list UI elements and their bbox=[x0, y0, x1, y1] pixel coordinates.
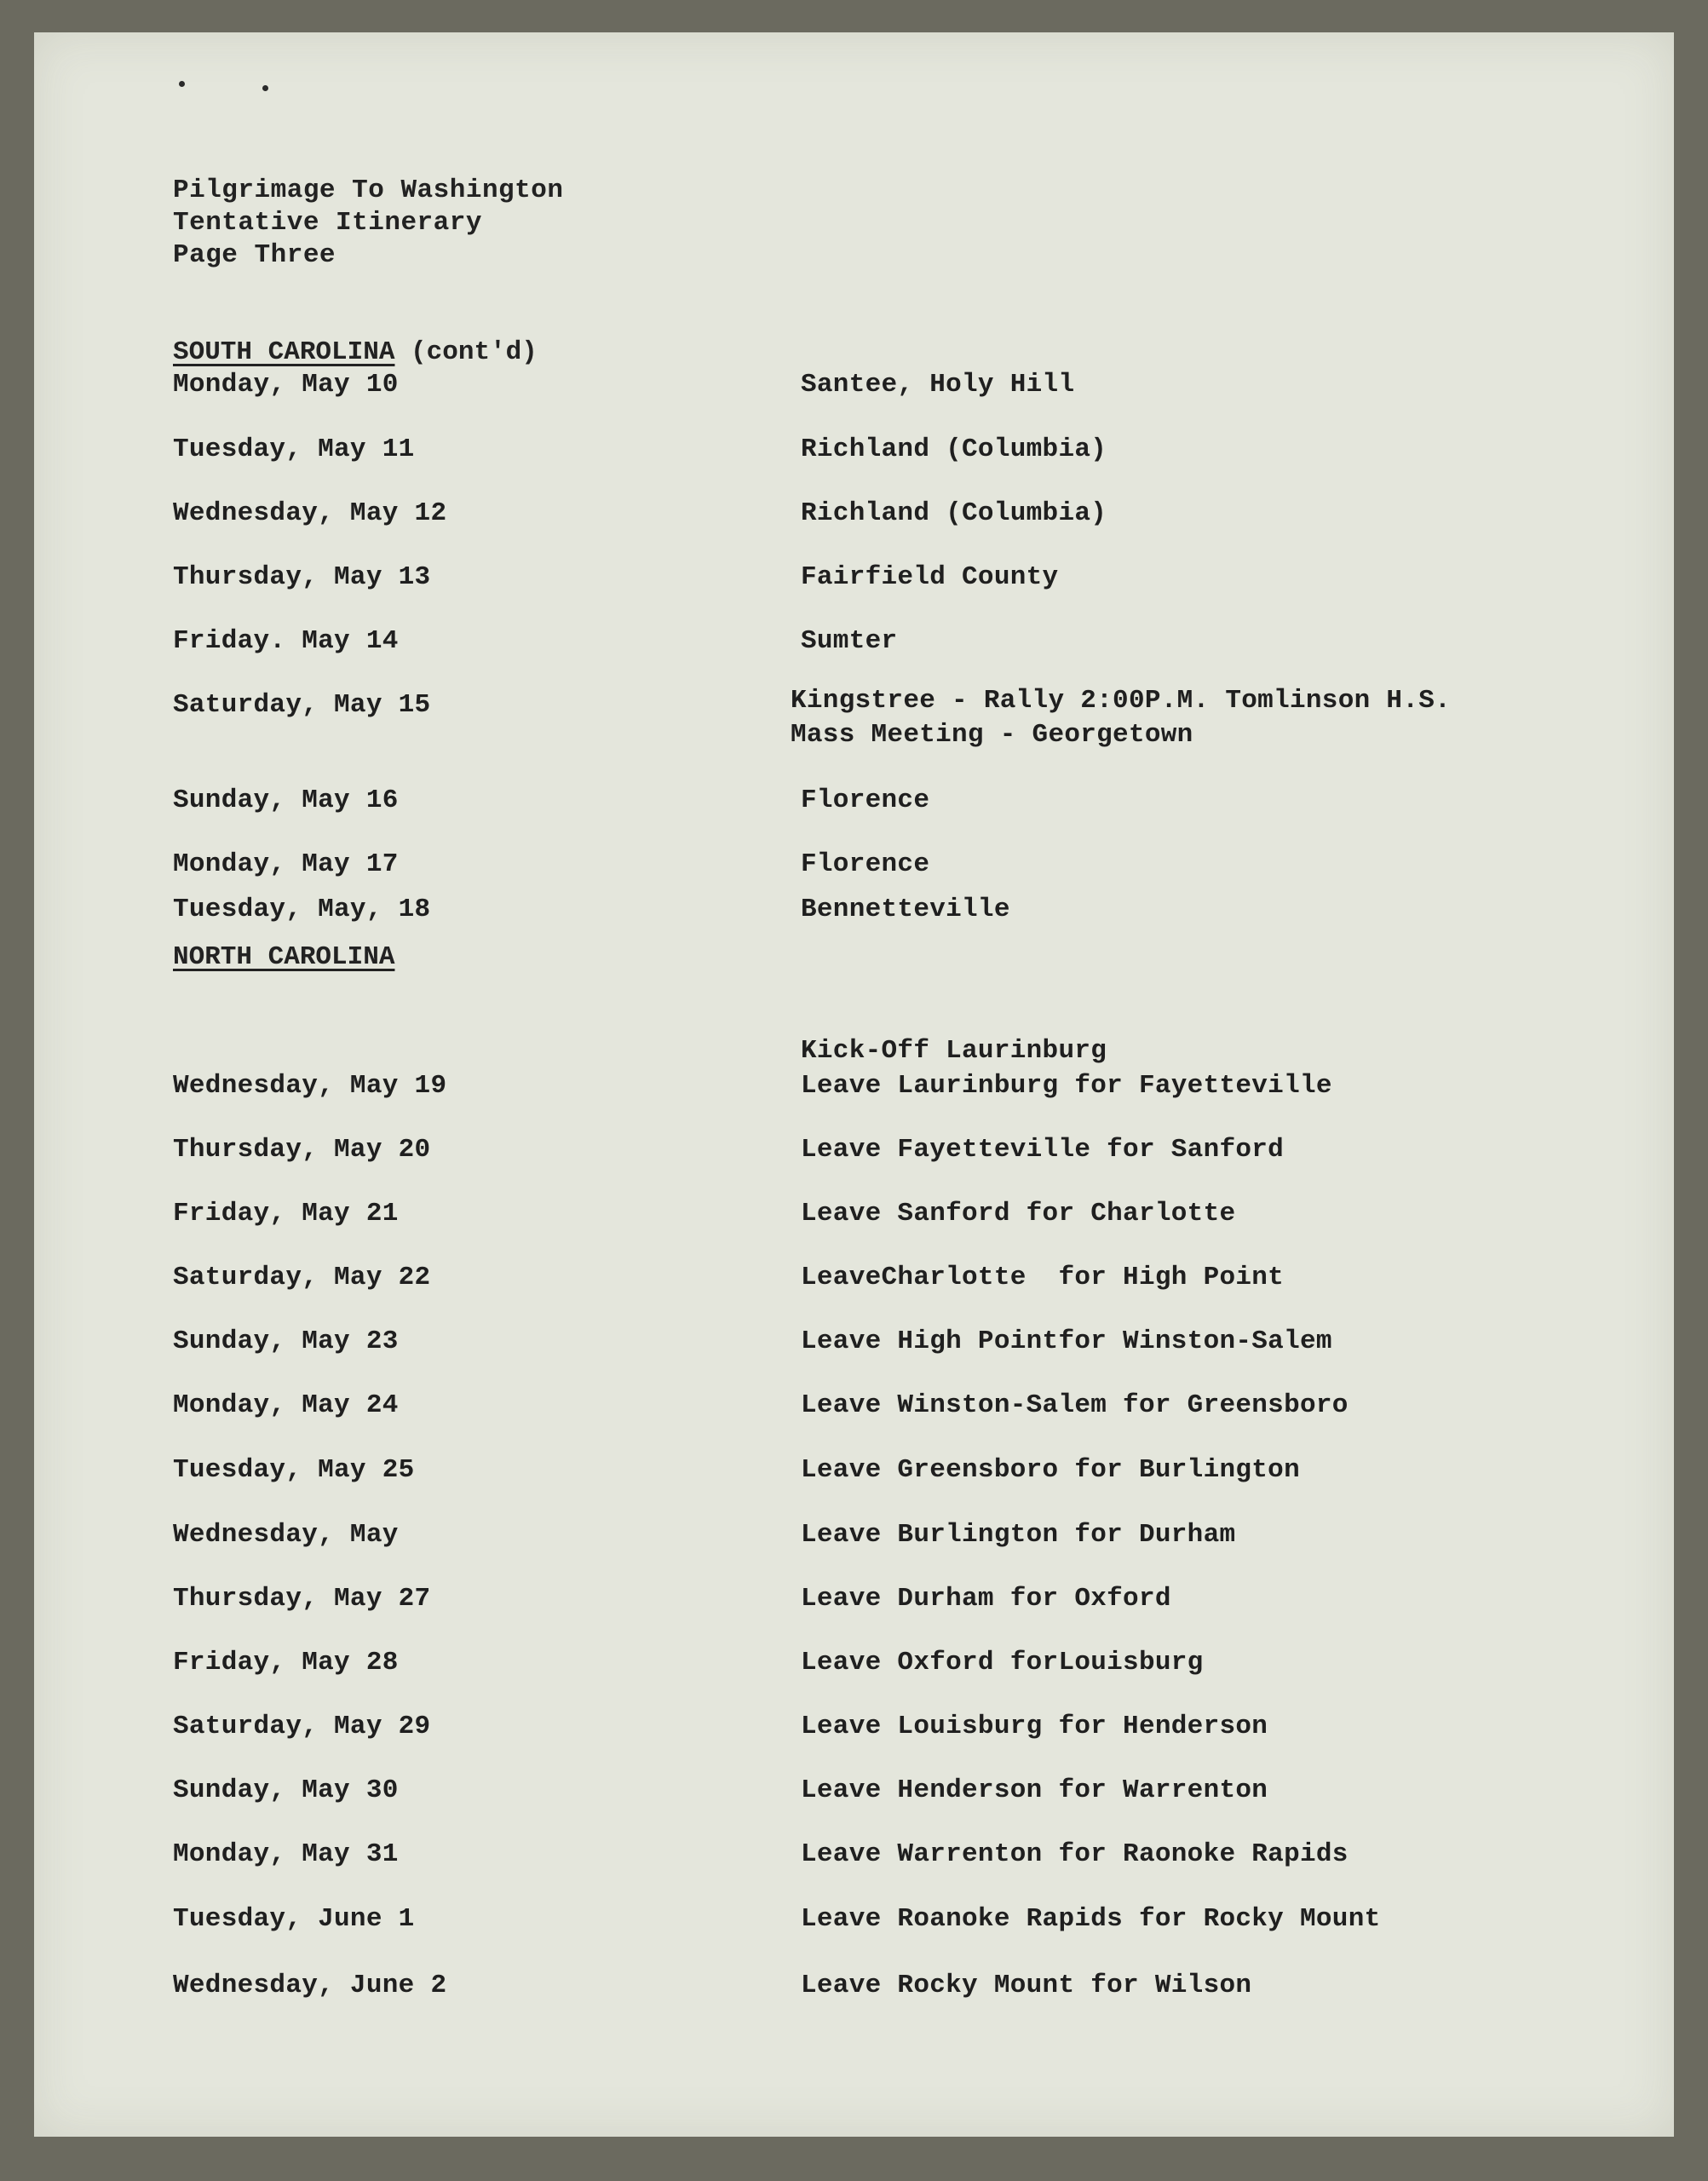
section-title: SOUTH CAROLINA bbox=[173, 337, 395, 367]
nc-row-place: Leave Burlington for Durham bbox=[801, 1520, 1236, 1550]
nc-row-day: Sunday, May 23 bbox=[173, 1326, 399, 1356]
nc-row-day: Sunday, May 30 bbox=[173, 1775, 399, 1805]
nc-row-place: Leave Rocky Mount for Wilson bbox=[801, 1971, 1252, 2000]
nc-row-day: Wednesday, June 2 bbox=[173, 1971, 447, 2000]
sc-row-place: Richland (Columbia) bbox=[801, 434, 1107, 464]
nc-row-place: Leave Sanford for Charlotte bbox=[801, 1199, 1236, 1229]
sc-row-place: Santee, Holy Hill bbox=[801, 370, 1075, 400]
sc-row-day: Sunday, May 16 bbox=[173, 786, 399, 815]
sc-row-day: Thursday, May 13 bbox=[173, 562, 431, 592]
punch-dot-right bbox=[262, 85, 268, 91]
sc-row-place: Bennetteville bbox=[801, 895, 1010, 924]
document-header bbox=[173, 175, 563, 272]
sc-row-place: Florence bbox=[801, 849, 930, 879]
nc-kickoff: Kick-Off Laurinburg bbox=[801, 1036, 1107, 1066]
nc-row-place: Leave Louisburg for Henderson bbox=[801, 1712, 1268, 1741]
sc-row-place-line2: Mass Meeting - Georgetown bbox=[791, 720, 1193, 750]
nc-row-day: Tuesday, May 25 bbox=[173, 1455, 415, 1485]
section-south-carolina bbox=[173, 337, 538, 367]
nc-row-place: Leave Warrenton for Raonoke Rapids bbox=[801, 1839, 1349, 1869]
sc-row-day: Monday, May 17 bbox=[173, 849, 399, 879]
punch-dot-left bbox=[179, 81, 185, 87]
sc-row-place: Kingstree - Rally 2:00P.M. Tomlinson H.S. bbox=[791, 686, 1452, 716]
section-north-carolina bbox=[173, 942, 394, 972]
nc-row-place: Leave Fayetteville for Sanford bbox=[801, 1135, 1285, 1165]
sc-row-day: Saturday, May 15 bbox=[173, 690, 431, 720]
nc-row-place: LeaveCharlotte for High Point bbox=[801, 1263, 1285, 1292]
nc-row-day: Monday, May 31 bbox=[173, 1839, 399, 1869]
nc-row-place: Leave High Pointfor Winston-Salem bbox=[801, 1326, 1332, 1356]
nc-row-place: Leave Winston-Salem for Greensboro bbox=[801, 1390, 1349, 1420]
nc-row-day: Thursday, May 27 bbox=[173, 1584, 431, 1614]
nc-row-day: Wednesday, May bbox=[173, 1520, 399, 1550]
header-page-label: Page Three bbox=[173, 240, 336, 270]
sc-row-day: Friday. May 14 bbox=[173, 626, 399, 656]
nc-row-place: Leave Laurinburg for Fayetteville bbox=[801, 1071, 1332, 1101]
sc-row-day: Wednesday, May 12 bbox=[173, 498, 447, 528]
header-title: Pilgrimage To Washington bbox=[173, 176, 564, 205]
sc-row-place: Florence bbox=[801, 786, 930, 815]
nc-row-day: Friday, May 28 bbox=[173, 1648, 399, 1677]
nc-row-place: Leave Roanoke Rapids for Rocky Mount bbox=[801, 1904, 1381, 1934]
nc-row-place: Leave Greensboro for Burlington bbox=[801, 1455, 1300, 1485]
sc-row-day: Tuesday, May, 18 bbox=[173, 895, 431, 924]
nc-row-day: Saturday, May 29 bbox=[173, 1712, 431, 1741]
section-suffix: (cont'd) bbox=[394, 337, 538, 367]
nc-row-place: Leave Henderson for Warrenton bbox=[801, 1775, 1268, 1805]
sc-row-day: Monday, May 10 bbox=[173, 370, 399, 400]
nc-row-day: Monday, May 24 bbox=[173, 1390, 399, 1420]
nc-row-place: Leave Durham for Oxford bbox=[801, 1584, 1171, 1614]
sc-row-day: Tuesday, May 11 bbox=[173, 434, 415, 464]
nc-row-day: Thursday, May 20 bbox=[173, 1135, 431, 1165]
sc-row-place: Sumter bbox=[801, 626, 898, 656]
sc-row-place: Fairfield County bbox=[801, 562, 1059, 592]
header-subtitle: Tentative Itinerary bbox=[173, 208, 482, 238]
sc-row-place: Richland (Columbia) bbox=[801, 498, 1107, 528]
section-title: NORTH CAROLINA bbox=[173, 942, 395, 972]
nc-row-day: Saturday, May 22 bbox=[173, 1263, 431, 1292]
nc-row-day: Tuesday, June 1 bbox=[173, 1904, 415, 1934]
nc-row-day: Friday, May 21 bbox=[173, 1199, 399, 1229]
nc-row-place: Leave Oxford forLouisburg bbox=[801, 1648, 1204, 1677]
nc-row-day: Wednesday, May 19 bbox=[173, 1071, 447, 1101]
